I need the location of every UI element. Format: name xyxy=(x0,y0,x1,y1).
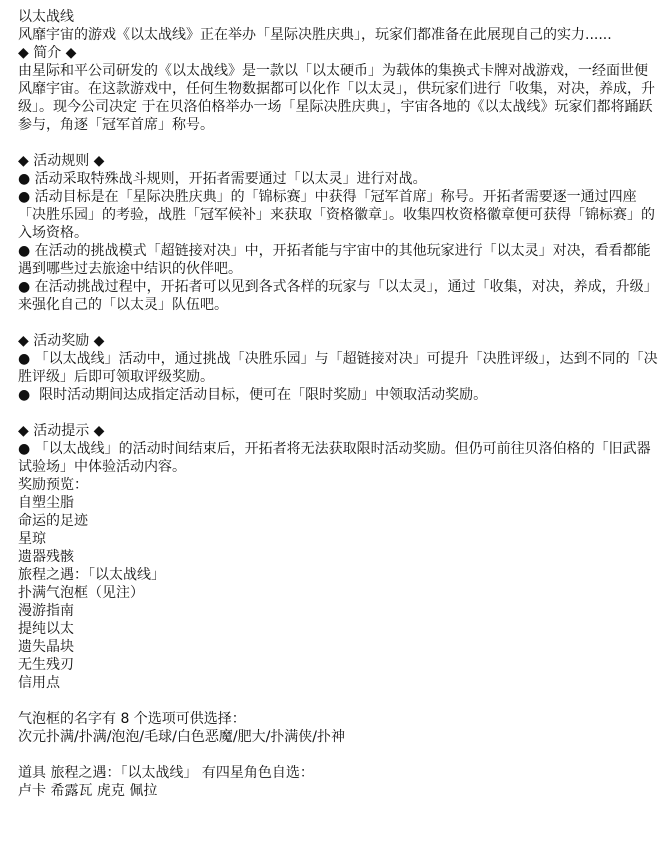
preview-item: 遗器残骸 xyxy=(18,549,74,565)
bubble-line: 气泡框的名字有 8 个选项可供选择： xyxy=(18,711,246,727)
doc-title: 以太战线 xyxy=(18,9,74,25)
overview-body: 由星际和平公司研发的《以太战线》是一款以「以太硬币」为载体的集换式卡牌对战游戏，一经面世便风靡宇宙。在这款游戏中，任何生物数据都可以化作「以太灵」，供玩家们进行「收集，对决，养成，升级」。现今公司决定 于在贝洛伯格举办一场「星际决胜庆典」，宇宙各地的《以太战线》玩家们都将踊跃参与，角逐「冠军首席」称号。 xyxy=(18,63,655,133)
rules-item: ● 在活动的挑战模式「超链接对决」中，开拓者能与宇宙中的其他玩家进行「以太灵」对决，看看都能遇到哪些过去旅途中结识的伙伴吧。 xyxy=(18,243,651,277)
spacer xyxy=(18,404,658,422)
rewards-heading: ◆ 活动奖励 ◆ xyxy=(18,333,105,349)
preview-item: 无生残刃 xyxy=(18,657,74,673)
overview-heading: ◆ 简介 ◆ xyxy=(18,45,77,61)
spacer xyxy=(18,134,658,152)
preview-item: 扑满气泡框（见注） xyxy=(18,585,144,601)
preview-item: 星琼 xyxy=(18,531,46,547)
rules-item: ● 在活动挑战过程中，开拓者可以见到各式各样的玩家与「以太灵」，通过「收集，对决，养成，升级」来强化自己的「以太灵」队伍吧。 xyxy=(18,279,658,313)
tips-heading: ◆ 活动提示 ◆ xyxy=(18,423,105,439)
rules-item: ● 活动目标是在「星际决胜庆典」的「锦标赛」中获得「冠军首席」称号。开拓者需要逐一通过四座「决胜乐园」的考验，战胜「冠军候补」来获取「资格徽章」。收集四枚资格徽章便可获得「锦标赛」的入场资格。 xyxy=(18,189,655,241)
preview-item: 信用点 xyxy=(18,675,60,691)
document xyxy=(18,8,658,800)
preview-item: 命运的足迹 xyxy=(18,513,88,529)
preview-item: 提纯以太 xyxy=(18,621,74,637)
preview-item: 漫游指南 xyxy=(18,603,74,619)
rules-item: ● 活动采取特殊战斗规则，开拓者需要通过「以太灵」进行对战。 xyxy=(18,171,427,187)
bubble-options: 次元扑满/扑满/泡泡/毛球/白色恶魔/肥大/扑满侠/扑神 xyxy=(18,729,346,745)
preview-item: 遗失晶块 xyxy=(18,639,74,655)
rewards-item: ● 「以太战线」活动中，通过挑战「决胜乐园」与「超链接对决」可提升「决胜评级」，达到不同的「决胜评级」后即可领取评级奖励。 xyxy=(18,351,658,385)
character-list: 卢卡 希露瓦 虎克 佩拉 xyxy=(18,783,158,799)
spacer xyxy=(18,314,658,332)
preview-label: 奖励预览： xyxy=(18,477,88,493)
preview-item: 自塑尘脂 xyxy=(18,495,74,511)
intro-text: 风靡宇宙的游戏《以太战线》正在举办「星际决胜庆典」，玩家们都准备在此展现自己的实力...... xyxy=(18,27,612,43)
spacer xyxy=(18,746,658,764)
rewards-item: ● 限时活动期间达成指定活动目标，便可在「限时奖励」中领取活动奖励。 xyxy=(18,387,488,403)
item-line: 道具 旅程之遇：「以太战线」 有四星角色自选： xyxy=(18,765,314,781)
preview-item: 旅程之遇：「以太战线」 xyxy=(18,567,165,583)
rules-heading: ◆ 活动规则 ◆ xyxy=(18,153,105,169)
spacer xyxy=(18,692,658,710)
tips-item: ● 「以太战线」的活动时间结束后，开拓者将无法获取限时活动奖励。但仍可前往贝洛伯格的「旧武器试验场」中体验活动内容。 xyxy=(18,441,651,475)
